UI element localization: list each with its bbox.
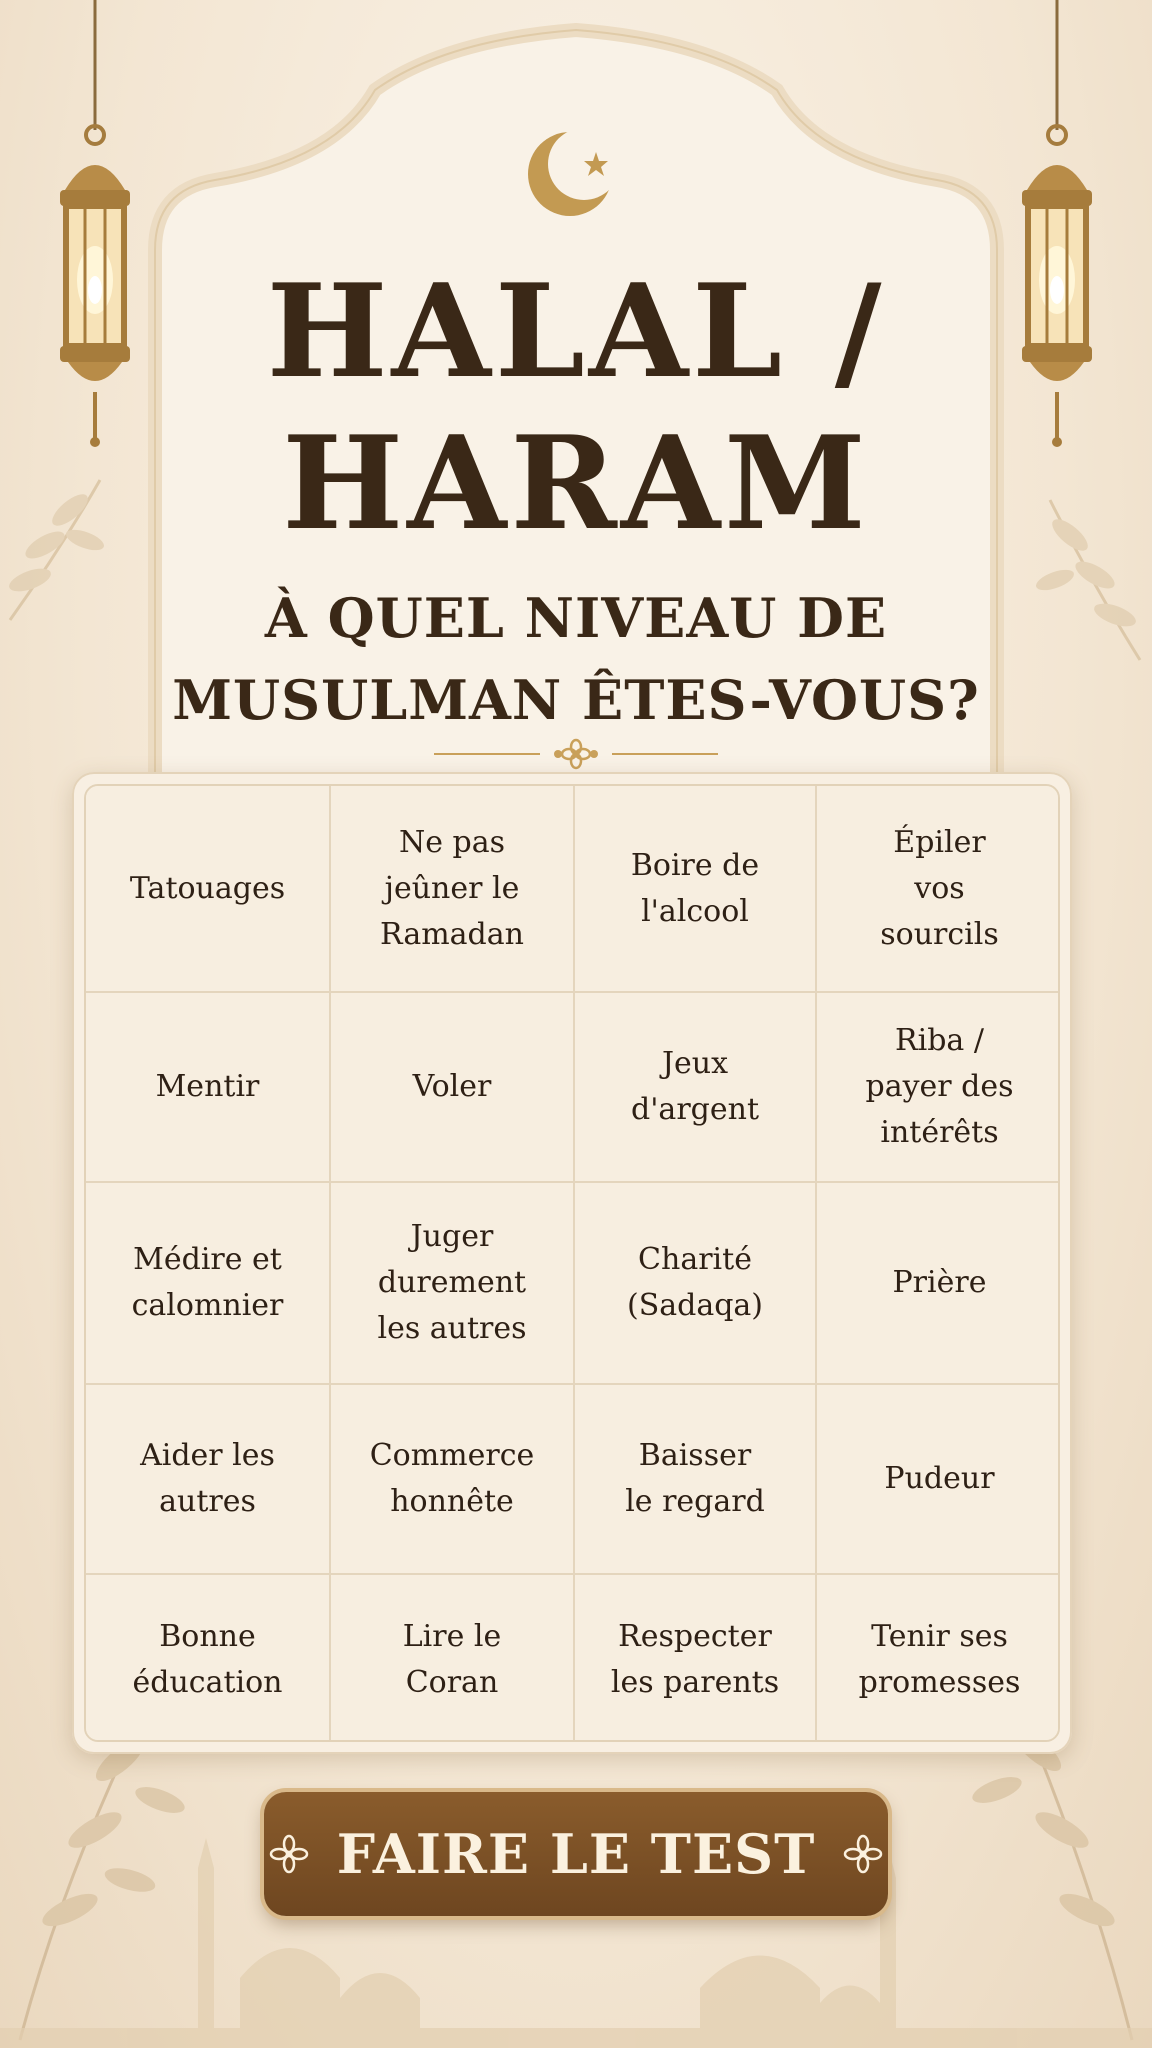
ornament-divider xyxy=(430,738,722,770)
grid-cell[interactable]: Prière xyxy=(817,1183,1060,1385)
grid-cell[interactable]: Respecter les parents xyxy=(575,1575,817,1742)
flower-ornament-icon xyxy=(269,1834,309,1874)
grid-cell[interactable]: Boire de l'alcool xyxy=(575,786,817,993)
grid-cell[interactable]: Voler xyxy=(331,993,575,1183)
take-test-label: FAIRE LE TEST xyxy=(336,1822,816,1886)
grid-cell[interactable]: Juger durement les autres xyxy=(331,1183,575,1385)
page-title-line-1: HALAL / xyxy=(266,257,886,407)
grid-cell[interactable]: Médire et calomnier xyxy=(86,1183,331,1385)
grid-cell[interactable]: Mentir xyxy=(86,993,331,1183)
bingo-card xyxy=(72,772,1072,1754)
subtitle-line-1: À QUEL NIVEAU DE xyxy=(264,586,888,650)
grid-cell[interactable]: Riba / payer des intérêts xyxy=(817,993,1060,1183)
grid-cell[interactable]: Commerce honnête xyxy=(331,1385,575,1575)
grid-cell[interactable]: Bonne éducation xyxy=(86,1575,331,1742)
flower-ornament-icon xyxy=(843,1834,883,1874)
grid-cell[interactable]: Charité (Sadaqa) xyxy=(575,1183,817,1385)
grid-cell[interactable]: Lire le Coran xyxy=(331,1575,575,1742)
take-test-button[interactable] xyxy=(264,1792,888,1916)
grid-cell[interactable]: Jeux d'argent xyxy=(575,993,817,1183)
grid-cell[interactable]: Tatouages xyxy=(86,786,331,993)
grid-cell[interactable]: Tenir ses promesses xyxy=(817,1575,1060,1742)
page-title-line-2: HARAM xyxy=(282,409,870,559)
grid-cell[interactable]: Pudeur xyxy=(817,1385,1060,1575)
subtitle-line-2: MUSULMAN ÊTES-VOUS? xyxy=(172,668,980,732)
crescent-star-icon xyxy=(526,122,626,222)
bingo-grid xyxy=(84,784,1060,1742)
grid-cell[interactable]: Baisser le regard xyxy=(575,1385,817,1575)
grid-cell[interactable]: Épiler vos sourcils xyxy=(817,786,1060,993)
grid-cell[interactable]: Ne pas jeûner le Ramadan xyxy=(331,786,575,993)
grid-cell[interactable]: Aider les autres xyxy=(86,1385,331,1575)
